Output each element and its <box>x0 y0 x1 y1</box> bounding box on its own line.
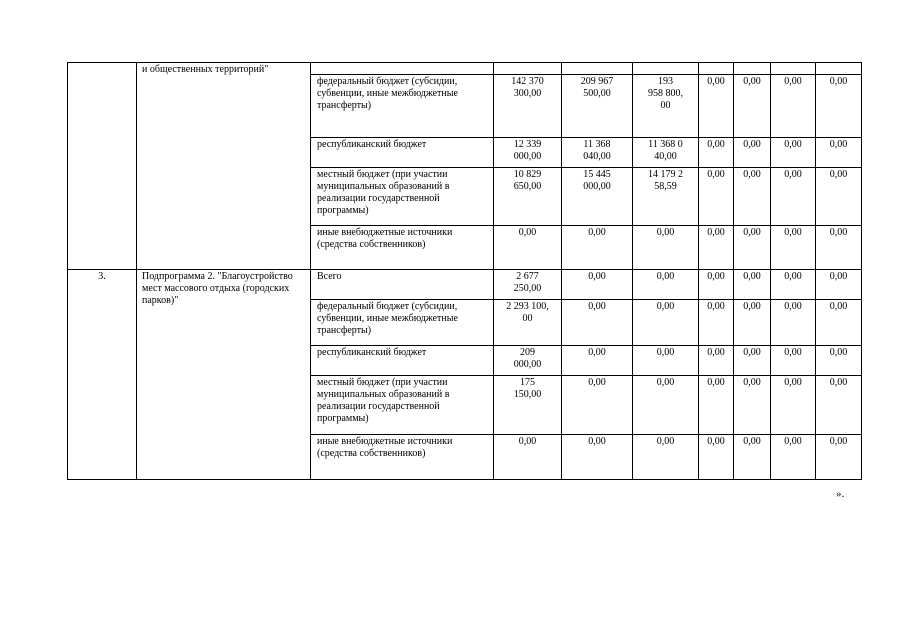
value-cell: 2 677 250,00 <box>494 270 562 300</box>
value-cell: 0,00 <box>633 346 699 376</box>
value-cell: 0,00 <box>816 346 862 376</box>
value-cell: 0,00 <box>562 346 633 376</box>
value-cell: 11 368 0 40,00 <box>633 138 699 168</box>
value-cell <box>494 63 562 75</box>
value-cell: 0,00 <box>816 300 862 346</box>
value-cell: 175 150,00 <box>494 376 562 435</box>
value-cell: 14 179 2 58,59 <box>633 168 699 226</box>
value-cell: 209 967 500,00 <box>562 75 633 138</box>
value-cell: 193 958 800, 00 <box>633 75 699 138</box>
desc-cell: федеральный бюджет (субсидии, субвенции, иные межбюджетные трансферты) <box>311 300 494 346</box>
value-cell: 0,00 <box>633 226 699 270</box>
desc-cell: республиканский бюджет <box>311 346 494 376</box>
value-cell: 0,00 <box>633 435 699 480</box>
value-cell: 0,00 <box>734 226 771 270</box>
value-cell: 0,00 <box>816 138 862 168</box>
value-cell: 0,00 <box>771 168 816 226</box>
desc-cell: федеральный бюджет (субсидии, субвенции, иные межбюджетные трансферты) <box>311 75 494 138</box>
value-cell <box>562 63 633 75</box>
value-cell: 0,00 <box>633 270 699 300</box>
value-cell: 0,00 <box>816 226 862 270</box>
subprogram-name-cell: Подпрограмма 2. "Благоустройство мест массового отдыха (городских парков)" <box>137 270 311 480</box>
value-cell: 0,00 <box>771 435 816 480</box>
desc-cell: иные внебюджетные источники (средства собственников) <box>311 435 494 480</box>
value-cell: 0,00 <box>494 226 562 270</box>
value-cell: 0,00 <box>562 376 633 435</box>
value-cell: 209 000,00 <box>494 346 562 376</box>
index-cell: 3. <box>68 270 137 480</box>
value-cell: 10 829 650,00 <box>494 168 562 226</box>
value-cell: 0,00 <box>771 346 816 376</box>
value-cell: 0,00 <box>771 376 816 435</box>
value-cell <box>771 63 816 75</box>
value-cell: 0,00 <box>771 138 816 168</box>
value-cell: 0,00 <box>734 435 771 480</box>
value-cell: 0,00 <box>816 168 862 226</box>
table-row <box>68 270 862 300</box>
desc-cell: местный бюджет (при участии муниципальных образований в реализации государственной программы) <box>311 376 494 435</box>
value-cell: 0,00 <box>699 226 734 270</box>
value-cell: 142 370 300,00 <box>494 75 562 138</box>
value-cell: 15 445 000,00 <box>562 168 633 226</box>
value-cell: 0,00 <box>633 376 699 435</box>
desc-cell: Всего <box>311 270 494 300</box>
value-cell: 0,00 <box>562 300 633 346</box>
value-cell: 0,00 <box>633 300 699 346</box>
value-cell: 0,00 <box>771 75 816 138</box>
value-cell: 11 368 040,00 <box>562 138 633 168</box>
value-cell: 0,00 <box>699 75 734 138</box>
table-continuation-row <box>68 63 862 75</box>
value-cell: 0,00 <box>816 75 862 138</box>
value-cell: 0,00 <box>699 435 734 480</box>
value-cell: 0,00 <box>734 75 771 138</box>
desc-cell: местный бюджет (при участии муниципальных образований в реализации государственной программы) <box>311 168 494 226</box>
budget-table <box>67 62 862 480</box>
value-cell: 0,00 <box>734 346 771 376</box>
value-cell <box>633 63 699 75</box>
value-cell: 0,00 <box>699 300 734 346</box>
value-cell: 0,00 <box>562 435 633 480</box>
closing-quote-mark: ». <box>836 488 845 500</box>
value-cell: 0,00 <box>734 168 771 226</box>
value-cell: 0,00 <box>699 138 734 168</box>
value-cell: 0,00 <box>771 226 816 270</box>
subprogram-name-cell: и общественных территорий" <box>137 63 311 270</box>
value-cell: 0,00 <box>771 300 816 346</box>
value-cell: 0,00 <box>734 376 771 435</box>
value-cell <box>699 63 734 75</box>
value-cell: 0,00 <box>771 270 816 300</box>
value-cell: 0,00 <box>562 226 633 270</box>
value-cell: 0,00 <box>699 346 734 376</box>
value-cell: 12 339 000,00 <box>494 138 562 168</box>
value-cell: 0,00 <box>734 270 771 300</box>
desc-cell: иные внебюджетные источники (средства собственников) <box>311 226 494 270</box>
value-cell <box>816 63 862 75</box>
value-cell: 0,00 <box>494 435 562 480</box>
desc-cell: республиканский бюджет <box>311 138 494 168</box>
value-cell: 0,00 <box>734 138 771 168</box>
desc-cell <box>311 63 494 75</box>
value-cell: 0,00 <box>562 270 633 300</box>
value-cell: 0,00 <box>699 376 734 435</box>
value-cell: 0,00 <box>816 376 862 435</box>
value-cell: 2 293 100, 00 <box>494 300 562 346</box>
value-cell: 0,00 <box>816 435 862 480</box>
value-cell: 0,00 <box>734 300 771 346</box>
value-cell: 0,00 <box>699 270 734 300</box>
value-cell <box>734 63 771 75</box>
index-cell <box>68 63 137 270</box>
value-cell: 0,00 <box>699 168 734 226</box>
value-cell: 0,00 <box>816 270 862 300</box>
